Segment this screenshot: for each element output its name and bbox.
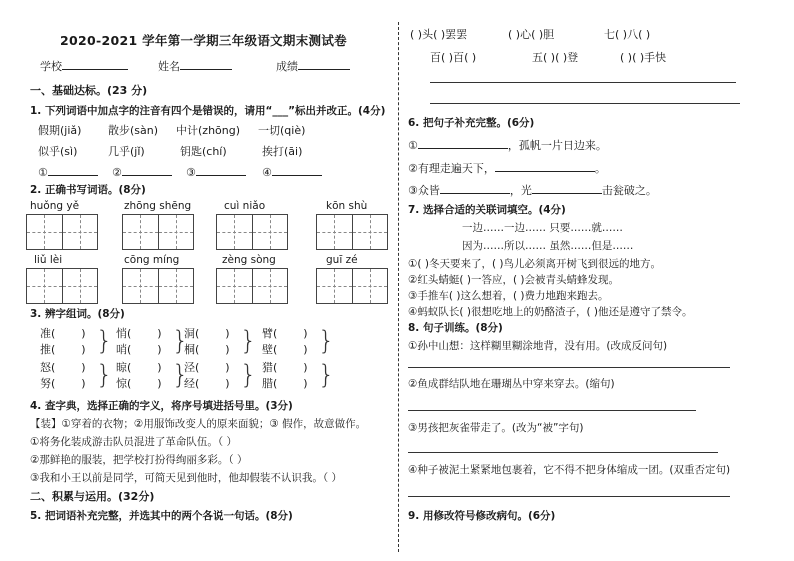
q1-word: 中计(zhōng) bbox=[176, 124, 241, 137]
q1-word: 假期(jiǎ) bbox=[38, 124, 82, 137]
brace-icon: } bbox=[240, 360, 257, 390]
q4-prompt: 4. 查字典，选择正确的字义，将序号填进括号里。(3分) bbox=[30, 400, 293, 412]
q1-answer-1[interactable] bbox=[38, 164, 98, 179]
idiom-blank[interactable]: ( )( )手快 bbox=[620, 51, 667, 64]
char-pair[interactable]: 晾( ) 惊( ) bbox=[116, 361, 162, 390]
char-pair[interactable]: 悄( ) 哨( ) bbox=[116, 327, 162, 356]
q8-sentence: ③男孩把灰雀带走了。(改为“被”字句) bbox=[408, 422, 584, 434]
idiom-blank[interactable]: ( )心( )胆 bbox=[508, 28, 555, 41]
q6-line-2[interactable]: ②有理走遍天下， 。 bbox=[408, 162, 606, 175]
writing-grid[interactable] bbox=[26, 214, 98, 250]
writing-grid[interactable] bbox=[122, 268, 194, 304]
q7-prompt: 7. 选择合适的关联词填空。(4分) bbox=[408, 204, 566, 216]
q6-prompt: 6. 把句子补充完整。(6分) bbox=[408, 117, 535, 129]
q5-prompt: 5. 把词语补充完整，并选其中的两个各说一句话。(8分) bbox=[30, 510, 293, 522]
writing-grid[interactable] bbox=[26, 268, 98, 304]
q7-sentence[interactable]: ②红头蜻蜓( )一答应，( )会被青头蜻蜂发现。 bbox=[408, 274, 619, 286]
q7-sentence[interactable]: ④蚂蚁队长( )很想吃地上的奶酪渣子，( )他还是遵守了禁令。 bbox=[408, 306, 693, 318]
blank-number: ① bbox=[38, 166, 48, 179]
blank-number: ② bbox=[112, 166, 122, 179]
q2-prompt: 2. 正确书写词语。(8分) bbox=[30, 184, 146, 196]
pinyin-label: guī zé bbox=[326, 254, 358, 266]
brace-icon: } bbox=[240, 326, 257, 356]
q1-word: 钥匙(chí) bbox=[180, 145, 227, 158]
section1-heading: 一、基础达标。(23 分) bbox=[30, 84, 148, 97]
q4-sentence[interactable]: ①将务化装成游击队员混进了革命队伍。（ ） bbox=[30, 436, 237, 448]
char-pair[interactable]: 臂( ) 壁( ) bbox=[262, 327, 308, 356]
writing-grid[interactable] bbox=[122, 214, 194, 250]
blank-number: ③ bbox=[186, 166, 196, 179]
school-blank[interactable] bbox=[62, 58, 128, 70]
q1-answer-3[interactable] bbox=[186, 164, 246, 179]
score-field bbox=[276, 58, 350, 73]
name-field bbox=[158, 58, 232, 73]
writing-grid[interactable] bbox=[316, 214, 388, 250]
column-divider bbox=[398, 22, 399, 552]
answer-line[interactable] bbox=[430, 103, 740, 104]
writing-grid[interactable] bbox=[316, 268, 388, 304]
q4-definition: 【装】①穿着的衣物；②用服饰改变人的原来面貌；③ 假作，故意做作。 bbox=[30, 418, 367, 430]
school-field bbox=[40, 58, 128, 73]
q7-options: 因为……所以…… 虽然……但是…… bbox=[462, 240, 634, 252]
idiom-blank[interactable]: 五( )( )登 bbox=[532, 51, 579, 64]
q1-prompt: 1. 下列词语中加点字的注音有四个是错误的，请用“___”标出并改正。(4分) bbox=[30, 105, 386, 117]
q8-sentence: ②鱼成群结队地在珊瑚丛中穿来穿去。(缩句) bbox=[408, 378, 615, 390]
idiom-blank[interactable]: ( )头( )罢罢 bbox=[410, 28, 468, 41]
brace-icon: } bbox=[318, 360, 335, 390]
blank-number: ④ bbox=[262, 166, 272, 179]
exam-title: 2020-2021 学年第一学期三年级语文期末测试卷 bbox=[60, 33, 347, 48]
char-pair[interactable]: 泾( ) 经( ) bbox=[184, 361, 230, 390]
pinyin-label: cuì niǎo bbox=[224, 200, 266, 212]
q1-word: 几乎(jǐ) bbox=[108, 145, 145, 158]
q1-answer-2[interactable] bbox=[112, 164, 172, 179]
q8-prompt: 8. 句子训练。(8分) bbox=[408, 322, 503, 334]
brace-icon: } bbox=[318, 326, 335, 356]
brace-icon: } bbox=[96, 326, 113, 356]
score-blank[interactable] bbox=[298, 58, 350, 70]
pinyin-label: huǒng yě bbox=[30, 200, 80, 212]
q1-answer-4[interactable] bbox=[262, 164, 322, 179]
q1-word: 一切(qiè) bbox=[258, 124, 306, 137]
writing-grid[interactable] bbox=[216, 214, 288, 250]
char-pair[interactable]: 猎( ) 腊( ) bbox=[262, 361, 308, 390]
brace-icon: } bbox=[96, 360, 113, 390]
pinyin-label: zhōng shēng bbox=[124, 200, 192, 212]
pinyin-label: zèng sòng bbox=[222, 254, 276, 266]
q7-sentence[interactable]: ③手推车( )这么想着，( )费力地跑来跑去。 bbox=[408, 290, 609, 302]
idiom-blank[interactable]: 七( )八( ) bbox=[604, 28, 651, 41]
q4-sentence[interactable]: ②那鲜艳的服装，把学校打扮得绚丽多彩。（ ） bbox=[30, 454, 248, 466]
brace-icon: } bbox=[172, 326, 189, 356]
pinyin-label: liǔ lèi bbox=[34, 254, 63, 266]
answer-line[interactable] bbox=[408, 452, 718, 453]
writing-grid[interactable] bbox=[216, 268, 288, 304]
brace-icon: } bbox=[172, 360, 189, 390]
score-label: 成绩 bbox=[276, 60, 298, 73]
char-pair[interactable]: 洞( ) 桐( ) bbox=[184, 327, 230, 356]
q7-sentence[interactable]: ①( )冬天要来了，( )鸟儿必须离开树飞到很远的地方。 bbox=[408, 258, 661, 270]
answer-line[interactable] bbox=[408, 410, 696, 411]
answer-line[interactable] bbox=[408, 367, 730, 368]
pinyin-label: cōng míng bbox=[124, 254, 180, 266]
q6-line-1[interactable]: ① ，孤帆一片日边来。 bbox=[408, 139, 607, 152]
school-label: 学校 bbox=[40, 60, 62, 73]
answer-line[interactable] bbox=[430, 82, 736, 83]
q8-sentence: ①孙中山想：这样糊里糊涂地背，没有用。(改成反问句) bbox=[408, 340, 668, 352]
name-blank[interactable] bbox=[180, 58, 232, 70]
name-label: 姓名 bbox=[158, 60, 180, 73]
q3-prompt: 3. 辨字组词。(8分) bbox=[30, 308, 125, 320]
q1-word: 散步(sàn) bbox=[108, 124, 159, 137]
idiom-blank[interactable]: 百( )百( ) bbox=[430, 51, 477, 64]
q9-prompt: 9. 用修改符号修改病句。(6分) bbox=[408, 510, 556, 522]
char-pair[interactable]: 怒( ) 努( ) bbox=[40, 361, 86, 390]
pinyin-label: kōn shù bbox=[326, 200, 368, 212]
answer-line[interactable] bbox=[408, 496, 730, 497]
q1-word: 挨打(āi) bbox=[262, 145, 303, 158]
q6-line-3[interactable]: ③众皆 ，光 击瓮破之。 bbox=[408, 184, 657, 197]
q8-sentence: ④种子被泥土紧紧地包裹着，它不得不把身体缩成一团。(双重否定句) bbox=[408, 464, 731, 476]
q4-sentence[interactable]: ③我和小王以前是同学，可简天见到他时，他却假装不认识我。（ ） bbox=[30, 472, 342, 484]
q7-options: 一边……一边…… 只要……就…… bbox=[462, 222, 623, 234]
section2-heading: 二、积累与运用。(32分) bbox=[30, 490, 155, 503]
q1-word: 似乎(sì) bbox=[38, 145, 78, 158]
char-pair[interactable]: 准( ) 推( ) bbox=[40, 327, 86, 356]
